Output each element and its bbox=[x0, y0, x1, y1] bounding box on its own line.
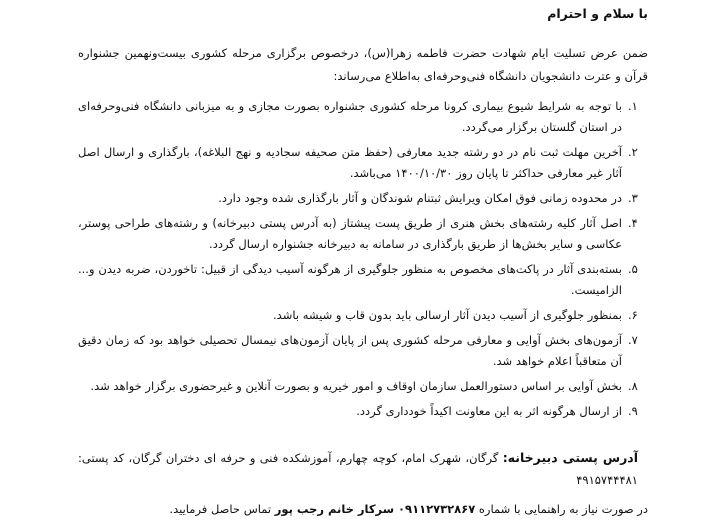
item-text: آزمون‌های بخش آوایی و معارفی مرحله کشوری پس از پایان آزمون‌های نیمسال تحصیلی خواهد بود که زمان دقیق آن متعاقباً اعلام خواهد شد. bbox=[78, 333, 622, 368]
list-item bbox=[78, 305, 648, 326]
list-item bbox=[78, 213, 648, 255]
contact-person: ۰۹۱۱۲۷۳۲۸۶۷ سرکار خانم رجب پور bbox=[274, 502, 476, 516]
greeting: با سلام و احترام bbox=[547, 6, 648, 21]
list-item bbox=[78, 96, 648, 138]
intro-paragraph: ضمن عرض تسلیت ایام شهادت حضرت فاطمه زهرا(س)، درخصوص برگزاری مرحله کشوری بیست‌ونهمین جشنواره قرآن و عترت دانشجویان دانشگاه فنی‌وحرفه‌ای به‌اطلاع می‌رساند: bbox=[78, 46, 648, 83]
list-item bbox=[78, 259, 648, 301]
contact-after: تماس حاصل فرمایید. bbox=[169, 502, 272, 516]
item-number: ۲. bbox=[628, 145, 638, 159]
contact-before: در صورت نیاز به راهنمایی با شماره bbox=[478, 502, 648, 516]
items-list bbox=[78, 96, 648, 426]
item-number: ۳. bbox=[628, 191, 638, 205]
list-item bbox=[78, 330, 648, 372]
item-text: با توجه به شرایط شیوع بیماری کرونا مرحله کشوری جشنواره بصورت مجازی و به میزبانی دانشگاه فنی‌وحرفه‌ای در استان گلستان برگزار می‌گردد. bbox=[78, 99, 622, 134]
list-item bbox=[78, 401, 648, 422]
item-number: ۴. bbox=[628, 216, 638, 230]
item-number: ۷. bbox=[628, 333, 638, 347]
item-number: ۱. bbox=[628, 99, 638, 113]
item-text: در محدوده زمانی فوق امکان ویرایش ثبتنام شوندگان و آثار بارگذاری شده وجود دارد. bbox=[218, 191, 622, 205]
contact-note bbox=[78, 498, 648, 520]
address-text: گرگان، شهرک امام، کوچه چهارم، آموزشکده فنی و حرفه ای دختران گرگان، کد پستی: ۴۹۱۵۷۴۴۴۸۱ bbox=[78, 451, 638, 487]
item-number: ۶. bbox=[628, 308, 638, 322]
item-text: آخرین مهلت ثبت نام در دو رشته جدید معارفی (حفظ متن صحیفه سجادیه و نهج البلاغه)، بارگذاری و ارسال اصل آثار غیر معارفی حداکثر تا پایان روز ۱۴۰۰/۱۰/۳۰ می‌باشد. bbox=[78, 145, 622, 180]
postal-address bbox=[78, 447, 638, 491]
list-item bbox=[78, 142, 648, 184]
item-number: ۵. bbox=[628, 262, 638, 276]
address-label: آدرس پستی دبیرخانه: bbox=[502, 450, 639, 465]
list-item bbox=[78, 376, 648, 397]
list-item bbox=[78, 188, 648, 209]
item-text: بسته‌بندی آثار در پاکت‌های مخصوص به منظور جلوگیری از هرگونه آسیب دیدگی از قبیل: تاخوردن، ضربه دیدن و... الزامیست. bbox=[78, 262, 622, 297]
item-text: بخش آوایی بر اساس دستورالعمل سازمان اوقاف و امور خیریه و بصورت آنلاین و غیرحضوری برگزار خواهد شد. bbox=[90, 379, 622, 393]
item-number: ۸. bbox=[628, 379, 638, 393]
item-text: از ارسال هرگونه اثر به این معاونت اکیداً خودداری گردد. bbox=[356, 404, 622, 418]
item-text: بمنظور جلوگیری از آسیب دیدن آثار ارسالی باید بدون قاب و شیشه باشد. bbox=[273, 308, 622, 322]
item-text: اصل آثار کلیه رشته‌های بخش هنری از طریق پست پیشتاز (به آدرس پستی دبیرخانه) و رشته‌های طراحی پوستر، عکاسی و سایر بخش‌ها از طریق بارگذاری در سامانه به دبیرخانه جشنواره ارسال گردد. bbox=[78, 216, 622, 251]
item-number: ۹. bbox=[628, 404, 638, 418]
